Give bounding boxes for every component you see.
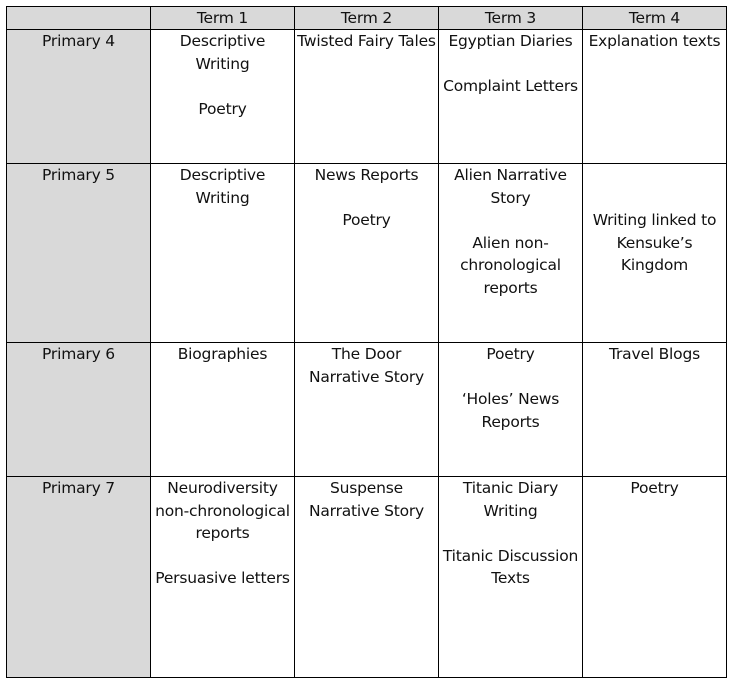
topic: Poetry <box>198 99 247 118</box>
cell-term-3 <box>439 164 583 343</box>
cell-term-4 <box>583 343 727 477</box>
curriculum-table <box>6 6 727 678</box>
header-term-1: Term 1 <box>151 7 295 30</box>
topic: Descriptive Writing <box>179 166 266 207</box>
topic: The Door Narrative Story <box>308 345 425 386</box>
row-label: Primary 5 <box>7 164 151 343</box>
cell-term-1 <box>151 343 295 477</box>
cell-term-3 <box>439 343 583 477</box>
topic: Explanation texts <box>588 32 721 50</box>
topic: Persuasive letters <box>155 569 290 587</box>
topic: Writing linked to Kensuke’s Kingdom <box>592 211 717 274</box>
table-row-primary-7 <box>7 477 727 678</box>
topic: News Reports <box>314 166 419 184</box>
topic: Neurodiversity non-chronological reports <box>155 479 290 542</box>
cell-term-1 <box>151 164 295 343</box>
topic: Complaint Letters <box>443 77 578 95</box>
header-term-2: Term 2 <box>295 7 439 30</box>
header-term-4: Term 4 <box>583 7 727 30</box>
cell-term-3 <box>439 477 583 678</box>
topic: Alien non-chronological reports <box>460 233 561 297</box>
table-row-primary-6 <box>7 343 727 477</box>
cell-term-2 <box>295 343 439 477</box>
cell-term-1 <box>151 477 295 678</box>
cell-term-2 <box>295 477 439 678</box>
cell-term-4 <box>583 477 727 678</box>
cell-term-3 <box>439 30 583 164</box>
topic: Biographies <box>177 345 268 363</box>
topic: Titanic Discussion Texts <box>442 546 579 587</box>
corner-cell <box>7 7 151 30</box>
topic: Suspense Narrative Story <box>308 479 425 520</box>
topic: Titanic Diary Writing <box>462 479 559 520</box>
header-term-3: Term 3 <box>439 7 583 30</box>
header-row <box>7 7 727 30</box>
topic: Poetry <box>342 211 391 229</box>
row-label: Primary 6 <box>7 343 151 477</box>
row-label: Primary 4 <box>7 30 151 164</box>
topic: Descriptive Writing <box>179 32 266 73</box>
cell-term-2 <box>295 30 439 164</box>
row-label: Primary 7 <box>7 477 151 678</box>
topic: Travel Blogs <box>609 345 700 363</box>
cell-term-1 <box>151 30 295 164</box>
topic: ‘Holes’ News Reports <box>461 390 560 431</box>
table-row-primary-5 <box>7 164 727 343</box>
cell-term-4 <box>583 30 727 164</box>
topic: Poetry <box>630 479 679 497</box>
cell-term-4 <box>583 164 727 343</box>
topic: Poetry <box>486 345 535 363</box>
table-row-primary-4 <box>7 30 727 164</box>
topic: Twisted Fairy Tales <box>297 32 436 50</box>
topic: Egyptian Diaries <box>448 32 573 50</box>
cell-term-2 <box>295 164 439 343</box>
topic: Alien Narrative Story <box>454 166 567 207</box>
